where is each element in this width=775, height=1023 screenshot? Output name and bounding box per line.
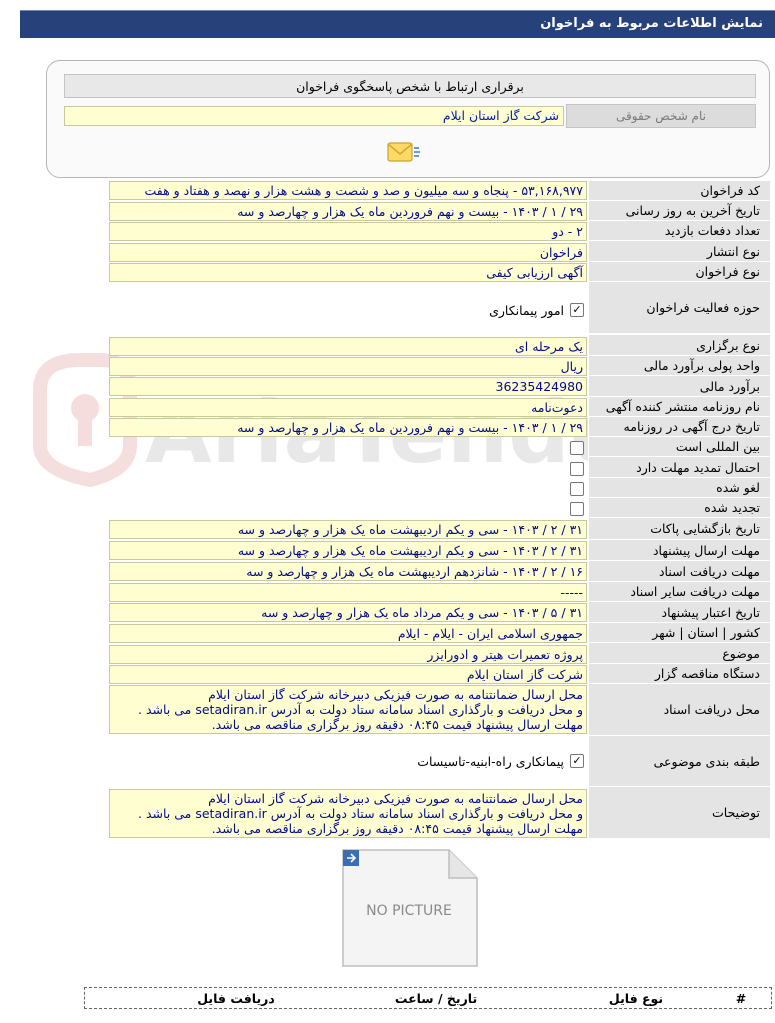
doc-place-line-2: و محل دریافت و بارگذاری اسناد سامانه ستاد دولت به آدرس setadiran.ir می باشد . <box>138 702 583 717</box>
label-submit-deadline: مهلت ارسال پیشنهاد <box>588 540 770 561</box>
international-row <box>109 438 587 457</box>
value-holding-type: یک مرحله ای <box>109 337 587 356</box>
value-newspaper-date: ۲۹ / ۱ / ۱۴۰۳ - بیست و نهم فروردین ماه یک هزار و چهارصد و سه <box>109 418 587 437</box>
contact-label: نام شخص حقوقی <box>566 104 756 128</box>
label-notes: توضیحات <box>588 787 770 839</box>
value-opening-date: ۳۱ / ۲ / ۱۴۰۳ - سی و یکم اردیبهشت ماه یک هزار و چهارصد و سه <box>109 520 587 539</box>
label-international: بین المللی است <box>588 437 770 457</box>
category-option: پیمانکاری راه-ابنیه-تاسیسات <box>417 753 564 769</box>
value-other-doc-deadline: ----- <box>109 583 587 602</box>
doc-place-line-3: مهلت ارسال پیشنهاد قیمت ۰۸:۴۵ دقیقه روز برگزاری مناقصه می باشد. <box>211 717 583 732</box>
international-checkbox[interactable] <box>570 441 584 455</box>
value-location: جمهوری اسلامی ایران - ایلام - ایلام <box>109 624 587 643</box>
extension-checkbox[interactable] <box>570 462 584 476</box>
label-publish-type: نوع انتشار <box>588 241 770 262</box>
label-organizer: دستگاه مناقصه گزار <box>588 664 770 684</box>
category-checkbox[interactable] <box>570 754 584 768</box>
label-estimate: برآورد مالی <box>588 376 770 397</box>
label-cancelled: لغو شده <box>588 478 770 498</box>
label-renewed: تجدید شده <box>588 498 770 518</box>
page-header <box>20 10 775 38</box>
value-call-type: آگهی ارزیابی کیفی <box>109 263 587 282</box>
label-newspaper: نام روزنامه منتشر کننده آگهی <box>588 397 770 417</box>
value-currency: ریال <box>109 357 587 376</box>
no-picture-image <box>339 848 481 968</box>
label-opening-date: تاریخ بازگشایی پاکات <box>588 518 770 540</box>
label-last-update: تاریخ آخرین به روز رسانی <box>588 201 770 221</box>
label-holding-type: نوع برگزاری <box>588 335 770 356</box>
doc-place-line-1: محل ارسال ضمانتنامه به صورت فیزیکی دبیرخانه شرکت گاز استان ایلام <box>208 687 583 702</box>
cancelled-checkbox[interactable] <box>570 482 584 496</box>
value-newspaper: دعوت‌نامه <box>109 398 587 417</box>
col-file-type: نوع فایل <box>608 990 664 1006</box>
activity-checkbox[interactable] <box>570 303 584 317</box>
activity-checkbox-row <box>109 300 587 320</box>
category-checkbox-row <box>109 751 587 771</box>
contact-value: شرکت گاز استان ایلام <box>64 106 564 126</box>
label-activity: حوزه فعالیت فراخوان <box>588 282 770 334</box>
label-currency: واحد پولی برآورد مالی <box>588 356 770 376</box>
contact-heading: برقراری ارتباط با شخص پاسخگوی فراخوان <box>64 74 756 98</box>
col-date-time: تاریخ / ساعت <box>394 990 478 1006</box>
notes-line-3: مهلت ارسال پیشنهاد قیمت ۰۸:۴۵ دقیقه روز برگزاری مناقصه می باشد. <box>211 821 583 836</box>
value-publish-type: فراخوان <box>109 243 587 262</box>
label-visits: تعداد دفعات بازدید <box>588 221 770 241</box>
value-last-update: ۲۹ / ۱ / ۱۴۰۳ - بیست و نهم فروردین ماه یک هزار و چهارصد و سه <box>109 202 587 221</box>
notes-line-1: محل ارسال ضمانتنامه به صورت فیزیکی دبیرخانه شرکت گاز استان ایلام <box>208 791 583 806</box>
cancelled-row <box>109 479 587 498</box>
value-subject: پروژه تعمیرات هیتر و ادورایزر <box>109 645 587 664</box>
notes-line-2: و محل دریافت و بارگذاری اسناد سامانه ستاد دولت به آدرس setadiran.ir می باشد . <box>138 806 583 821</box>
label-doc-place: محل دریافت اسناد <box>588 684 770 736</box>
value-validity: ۳۱ / ۵ / ۱۴۰۳ - سی و یکم مرداد ماه یک هزار و چهارصد و سه <box>109 603 587 622</box>
value-organizer: شرکت گاز استان ایلام <box>109 665 587 684</box>
value-submit-deadline: ۳۱ / ۲ / ۱۴۰۳ - سی و یکم اردیبهشت ماه یک هزار و چهارصد و سه <box>109 541 587 560</box>
label-code: کد فراخوان <box>588 181 770 201</box>
col-download: دریافت فایل <box>197 990 275 1006</box>
value-doc-deadline: ۱۶ / ۲ / ۱۴۰۳ - شانزدهم اردیبهشت ماه یک هزار و چهارصد و سه <box>109 562 587 581</box>
files-table-header <box>84 987 772 1009</box>
label-newspaper-date: تاریخ درج آگهی در روزنامه <box>588 417 770 437</box>
label-validity: تاریخ اعتبار پیشنهاد <box>588 602 770 623</box>
value-doc-place <box>109 685 587 734</box>
label-extension: احتمال تمدید مهلت دارد <box>588 457 770 478</box>
label-doc-deadline: مهلت دریافت اسناد <box>588 561 770 582</box>
label-category: طبقه بندی موضوعی <box>588 736 770 787</box>
activity-option: امور پیمانکاری <box>489 302 564 318</box>
no-picture-text: NO PICTURE <box>366 903 452 919</box>
value-code: ۵۳,۱۶۸,۹۷۷ - پنجاه و سه میلیون و صد و شصت و هشت هزار و نهصد و هفتاد و هفت <box>109 181 587 200</box>
value-notes <box>109 789 587 838</box>
label-subject: موضوع <box>588 643 770 664</box>
extension-row <box>109 459 587 478</box>
renewed-row <box>109 499 587 518</box>
renewed-checkbox[interactable] <box>570 502 584 516</box>
envelope-icon[interactable] <box>386 139 420 165</box>
label-call-type: نوع فراخوان <box>588 262 770 282</box>
page-title: نمایش اطلاعات مربوط به فراخوان <box>540 16 763 31</box>
label-other-doc-deadline: مهلت دریافت سایر اسناد <box>588 582 770 602</box>
value-estimate: 36235424980 <box>109 377 587 396</box>
col-index: # <box>735 990 747 1006</box>
label-location: کشور | استان | شهر <box>588 623 770 643</box>
value-visits: ۲ - دو <box>109 222 587 241</box>
